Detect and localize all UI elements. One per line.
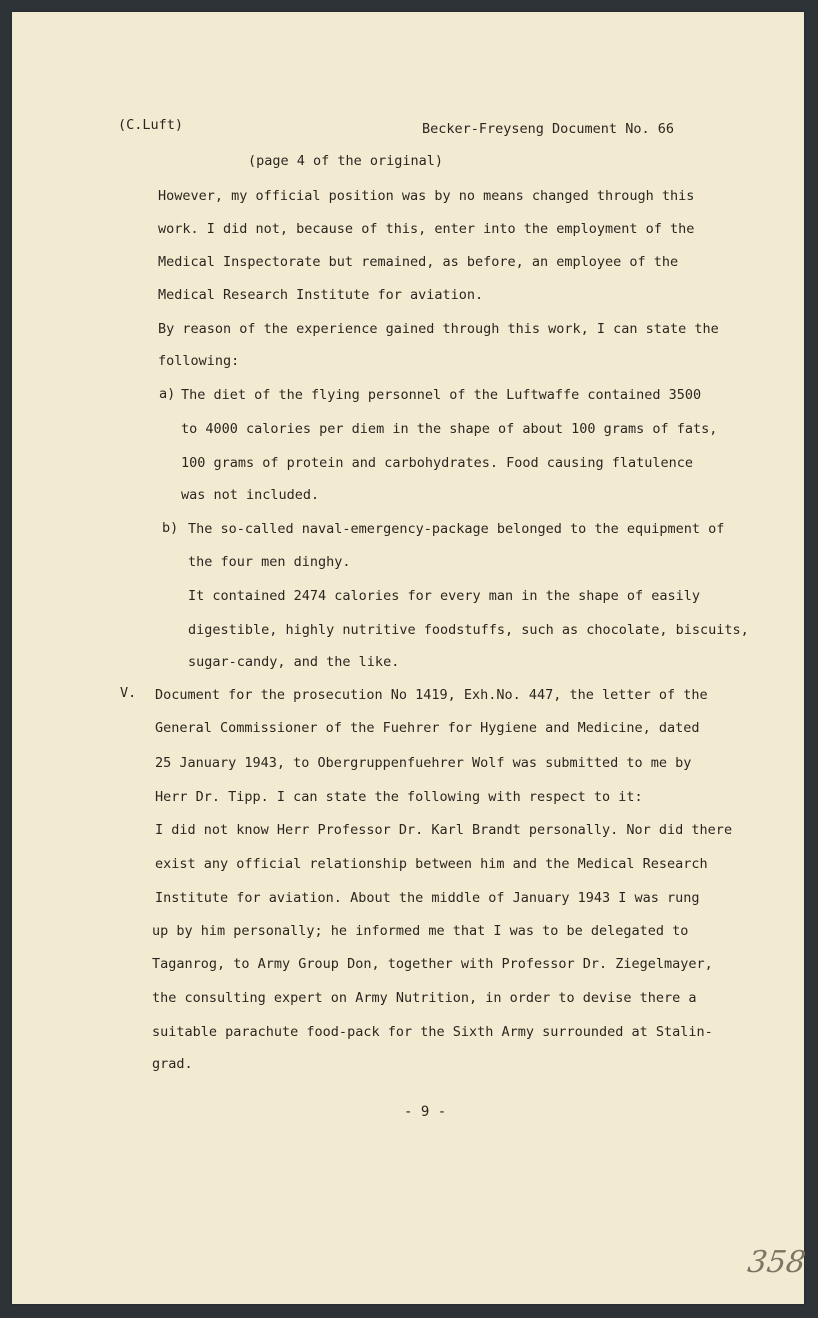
section-line: suitable parachute food-pack for the Sixth Army surrounded at Stalin-: [152, 1024, 713, 1040]
section-line: General Commissioner of the Fuehrer for Hygiene and Medicine, dated: [155, 720, 700, 736]
document-page: [12, 12, 808, 1304]
section-line: I did not know Herr Professor Dr. Karl Brandt personally. Nor did there: [155, 822, 733, 838]
list-item-line: The diet of the flying personnel of the Luftwaffe contained 3500: [181, 387, 702, 403]
body-line: However, my official position was by no means changed through this: [158, 188, 695, 204]
list-item-line: to 4000 calories per diem in the shape of about 100 grams of fats,: [181, 421, 718, 437]
body-line: Medical Research Institute for aviation.: [158, 287, 484, 303]
header-document-number: Becker-Freyseng Document No. 66: [422, 121, 674, 137]
list-item-line: 100 grams of protein and carbohydrates. Food causing flatulence: [181, 455, 694, 471]
page-number: - 9 -: [404, 1104, 447, 1120]
section-line: grad.: [152, 1056, 193, 1072]
section-line: the consulting expert on Army Nutrition, in order to devise there a: [152, 990, 697, 1006]
section-line: Institute for aviation. About the middle of January 1943 I was rung: [155, 890, 700, 906]
section-line: up by him personally; he informed me that I was to be delegated to: [152, 923, 689, 939]
body-line: Medical Inspectorate but remained, as before, an employee of the: [158, 254, 679, 270]
header-subtitle: (page 4 of the original): [248, 153, 444, 169]
list-item-line: digestible, highly nutritive foodstuffs, such as chocolate, biscuits,: [188, 622, 749, 638]
list-item-line: sugar-candy, and the like.: [188, 654, 400, 670]
header-left: (C.Luft): [118, 117, 184, 133]
section-line: exist any official relationship between him and the Medical Research: [155, 856, 708, 872]
list-item-line: The so-called naval-emergency-package belonged to the equipment of: [188, 521, 725, 537]
list-item-line: the four men dinghy.: [188, 554, 351, 570]
list-item-line: was not included.: [181, 487, 320, 503]
body-line: following:: [158, 353, 240, 369]
section-line: Herr Dr. Tipp. I can state the following with respect to it:: [155, 789, 643, 805]
body-line: work. I did not, because of this, enter into the employment of the: [158, 221, 695, 237]
section-line: Document for the prosecution No 1419, Exh.No. 447, the letter of the: [155, 687, 708, 703]
section-marker-v: V.: [120, 685, 137, 701]
list-marker-b: b): [162, 520, 179, 536]
section-line: 25 January 1943, to Obergruppenfuehrer Wolf was submitted to me by: [155, 755, 692, 771]
section-line: Taganrog, to Army Group Don, together with Professor Dr. Ziegelmayer,: [152, 956, 713, 972]
list-marker-a: a): [159, 386, 176, 402]
body-line: By reason of the experience gained through this work, I can state the: [158, 321, 719, 337]
handwritten-folio-number: 358: [745, 1245, 808, 1280]
list-item-line: It contained 2474 calories for every man in the shape of easily: [188, 588, 701, 604]
